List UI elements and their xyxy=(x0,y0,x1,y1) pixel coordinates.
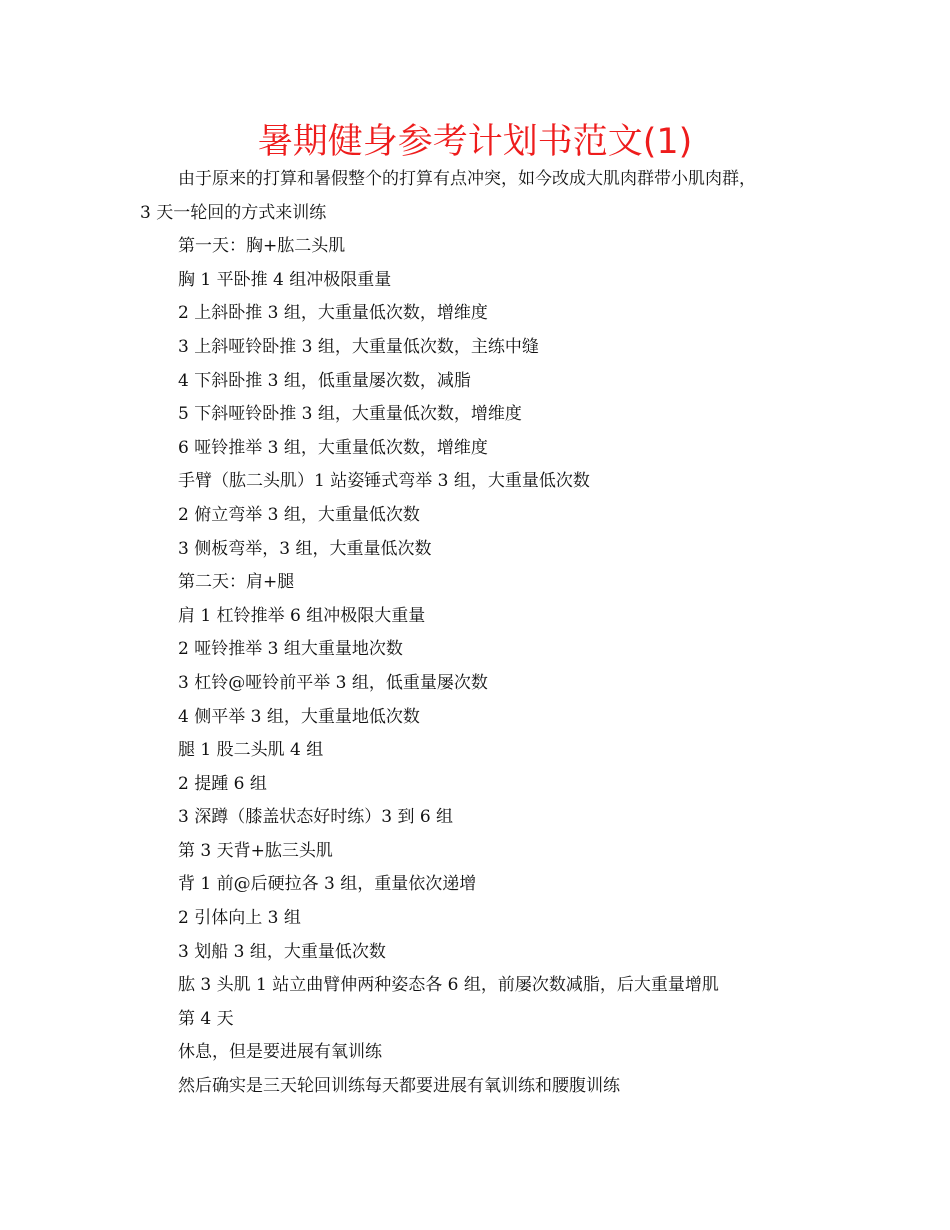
exercise-line: 2 哑铃推举 3 组大重量地次数 xyxy=(178,639,403,660)
exercise-line: 背 1 前@后硬拉各 3 组，重量依次递增 xyxy=(178,874,477,895)
exercise-line: 肩 1 杠铃推举 6 组冲极限大重量 xyxy=(178,605,426,626)
exercise-line: 6 哑铃推举 3 组，大重量低次数，增维度 xyxy=(178,437,488,458)
document-body xyxy=(140,163,840,1104)
intro-line: 由于原来的打算和暑假整个的打算有点冲突，如今改成大肌肉群带小肌肉群， xyxy=(178,169,756,189)
intro-line-continued: 3 天一轮回的方式来训练 xyxy=(140,202,327,223)
day3-heading: 第 3 天背+肱三头肌 xyxy=(178,840,333,861)
exercise-line: 5 下斜哑铃卧推 3 组，大重量低次数，增维度 xyxy=(178,404,522,425)
exercise-line: 3 划船 3 组，大重量低次数 xyxy=(178,941,386,962)
day4-heading: 第 4 天 xyxy=(178,1008,234,1029)
exercise-line: 3 侧板弯举，3 组，大重量低次数 xyxy=(178,538,432,559)
day1-heading: 第一天：胸+肱二头肌 xyxy=(178,236,346,257)
day2-heading: 第二天：肩+腿 xyxy=(178,572,295,593)
exercise-line: 2 上斜卧推 3 组，大重量低次数，增维度 xyxy=(178,303,488,324)
exercise-line: 2 俯立弯举 3 组，大重量低次数 xyxy=(178,504,420,525)
exercise-line: 胸 1 平卧推 4 组冲极限重量 xyxy=(178,269,392,290)
exercise-line: 3 杠铃@哑铃前平举 3 组，低重量屡次数 xyxy=(178,672,488,693)
exercise-line: 3 深蹲（膝盖状态好时练）3 到 6 组 xyxy=(178,807,454,828)
exercise-line: 肱 3 头肌 1 站立曲臂伸两种姿态各 6 组，前屡次数减脂，后大重量增肌 xyxy=(178,975,719,996)
document-title: 暑期健身参考计划书范文(1) xyxy=(257,122,693,162)
exercise-line: 2 引体向上 3 组 xyxy=(178,908,301,929)
exercise-line: 4 侧平举 3 组，大重量地低次数 xyxy=(178,706,420,727)
exercise-line: 手臂（肱二头肌）1 站姿锤式弯举 3 组，大重量低次数 xyxy=(178,471,590,492)
exercise-line: 2 提踵 6 组 xyxy=(178,773,267,794)
exercise-line: 腿 1 股二头肌 4 组 xyxy=(178,740,324,761)
exercise-line: 4 下斜卧推 3 组，低重量屡次数，减脂 xyxy=(178,370,471,391)
rest-line: 休息，但是要进展有氧训练 xyxy=(178,1042,382,1063)
exercise-line: 3 上斜哑铃卧推 3 组，大重量低次数，主练中缝 xyxy=(178,336,539,357)
summary-line: 然后确实是三天轮回训练每天都要进展有氧训练和腰腹训练 xyxy=(178,1076,620,1097)
